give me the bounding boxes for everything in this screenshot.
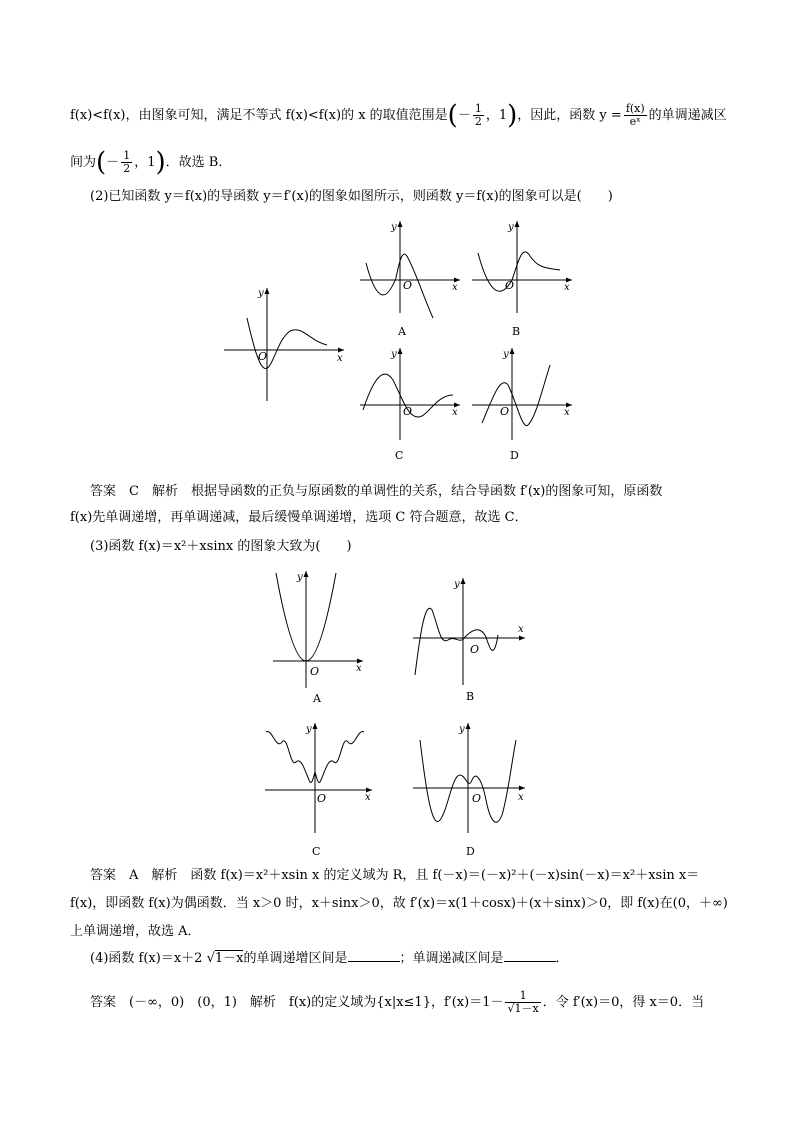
y-axis-label: y: [508, 222, 514, 233]
q3-option-c-graph: [262, 720, 377, 860]
sqrt-expression: [207, 949, 244, 969]
text-segment: ．: [555, 951, 569, 966]
question-4: [90, 949, 724, 969]
q3-option-a-graph: [268, 568, 368, 708]
origin-label: O: [500, 405, 510, 418]
q3-option-b-label: B: [466, 690, 475, 703]
x-axis-label: x: [452, 282, 458, 293]
paragraph-line-1: f(x)<f(x)，由图象可知，满足不等式 f(x)<f(x)的 x 的取值范围是(－ $\frac{1}{2}$ ，1)，因此，函数 y = $\frac{f(x)}{\text{eˣ}}$ 的单调递减区: [70, 100, 727, 131]
text-segment: ．令 f′(x)＝0，得 x＝0．当: [542, 995, 705, 1010]
blank-decreasing[interactable]: [504, 949, 556, 962]
left-paren: (: [96, 147, 107, 178]
origin-label: O: [258, 350, 268, 363]
q3-option-a-label: A: [313, 692, 321, 705]
right-paren: ): [507, 100, 518, 131]
q2-answer-line-1: 答案 C 解析 根据导函数的正负与原函数的单调性的关系，结合导函数 f′(x)的图象可知，原函数: [90, 484, 663, 499]
origin-label: O: [310, 665, 320, 678]
sqrt-symbol: √: [206, 951, 215, 966]
text-segment: 的单调递增区间是: [243, 951, 348, 966]
fraction-one-over-sqrt: [505, 990, 540, 1015]
q3-option-d-graph: [410, 720, 530, 860]
interval-end: 1: [147, 155, 156, 170]
sqrt-body: 1－x: [214, 951, 244, 966]
text-segment: ；单调递减区间是: [399, 951, 504, 966]
text-segment: ．故选 B．: [165, 155, 232, 170]
option-a-graph: [358, 218, 468, 343]
y-axis-label: y: [454, 579, 460, 590]
fraction-numerator: 1: [123, 149, 131, 162]
y-axis-label: y: [391, 349, 397, 360]
text-segment: f(x)<f(x)，由图象可知，满足不等式 f(x)<f(x)的 x 的取值范围是: [70, 108, 448, 123]
blank-increasing[interactable]: [348, 949, 400, 962]
origin-label: O: [403, 405, 413, 418]
origin-label: O: [470, 643, 480, 656]
option-c-label: C: [395, 449, 404, 462]
option-a-label: A: [398, 325, 406, 338]
option-d-graph: [470, 345, 580, 465]
x-axis-label: x: [365, 792, 371, 803]
text-segment: (4)函数 f(x)＝x＋2: [90, 951, 203, 966]
fraction-denominator: 2: [123, 162, 131, 175]
fraction-numerator: 1: [505, 990, 540, 1003]
q3-answer-line-3: 上单调递增，故选 A．: [70, 924, 201, 939]
text-segment: ，因此，函数 y =: [517, 108, 622, 123]
y-axis-label: y: [258, 288, 264, 299]
q3-option-d-label: D: [466, 845, 475, 858]
fraction-denominator: 2: [474, 115, 482, 128]
option-c-graph: [358, 345, 468, 465]
q2-answer-line-2: f(x)先单调递增，再单调递减，最后缓慢单调递增，选项 C 符合题意，故选 C．: [70, 510, 528, 525]
x-axis-label: x: [337, 353, 343, 364]
fraction-fx-over-ex: [624, 103, 647, 128]
fraction-numerator: 1: [474, 102, 482, 115]
y-axis-label: y: [459, 724, 465, 735]
question-2: (2)已知函数 y＝f(x)的导函数 y＝f′(x)的图象如图所示，则函数 y＝f(x)的图象可以是( ): [90, 189, 613, 204]
option-b-label: B: [512, 325, 521, 338]
x-axis-label: x: [518, 624, 524, 635]
y-axis-label: y: [297, 572, 303, 583]
text-segment: 间为: [70, 155, 97, 170]
text-segment: 的单调递减区: [648, 108, 727, 123]
x-axis-label: x: [564, 407, 570, 418]
option-d-label: D: [510, 449, 519, 462]
fraction-neg-half: [121, 150, 132, 175]
derivative-graph: [222, 283, 347, 403]
right-paren: ): [155, 147, 166, 178]
q3-answer-line-1: 答案 A 解析 函数 f(x)＝x²＋xsin x 的定义域为 R，且 f(－x)＝(－x)²＋(－x)sin(－x)＝x²＋xsin x＝: [90, 868, 700, 883]
x-axis-label: x: [452, 407, 458, 418]
origin-label: O: [472, 792, 482, 805]
y-axis-label: y: [503, 349, 509, 360]
fraction-denominator: √1－x: [507, 1002, 539, 1015]
x-axis-label: x: [518, 792, 524, 803]
origin-label: O: [317, 792, 327, 805]
question-3: (3)函数 f(x)＝x²＋xsinx 的图象大致为( ): [90, 539, 352, 554]
fraction-neg-half: [473, 103, 484, 128]
q3-answer-line-2: f(x)，即函数 f(x)为偶函数．当 x＞0 时，x＋sinx＞0，故 f′(x)＝x(1＋cosx)＋(x＋sinx)＞0，即 f(x)在(0，＋∞): [70, 896, 728, 911]
y-axis-label: y: [306, 724, 312, 735]
x-axis-label: x: [356, 663, 362, 674]
q3-option-b-graph: [410, 575, 530, 708]
left-paren: (: [447, 100, 458, 131]
paragraph-line-2: 间为(－ $\frac{1}{2}$ ，1)．故选 B．: [70, 147, 232, 178]
text-segment: 答案 (－∞，0) (0，1) 解析 f(x)的定义域为{x|x≤1}，f′(x)＝1－: [90, 995, 504, 1010]
origin-label: O: [505, 279, 515, 292]
origin-label: O: [403, 279, 413, 292]
q3-option-c-label: C: [312, 845, 321, 858]
y-axis-label: y: [391, 222, 397, 233]
q4-answer-line: [90, 990, 724, 1015]
x-axis-label: x: [564, 282, 570, 293]
interval-end: 1: [498, 108, 508, 123]
fraction-denominator: eˣ: [629, 115, 641, 128]
fraction-numerator: f(x): [625, 102, 645, 115]
option-b-graph: [470, 218, 580, 343]
